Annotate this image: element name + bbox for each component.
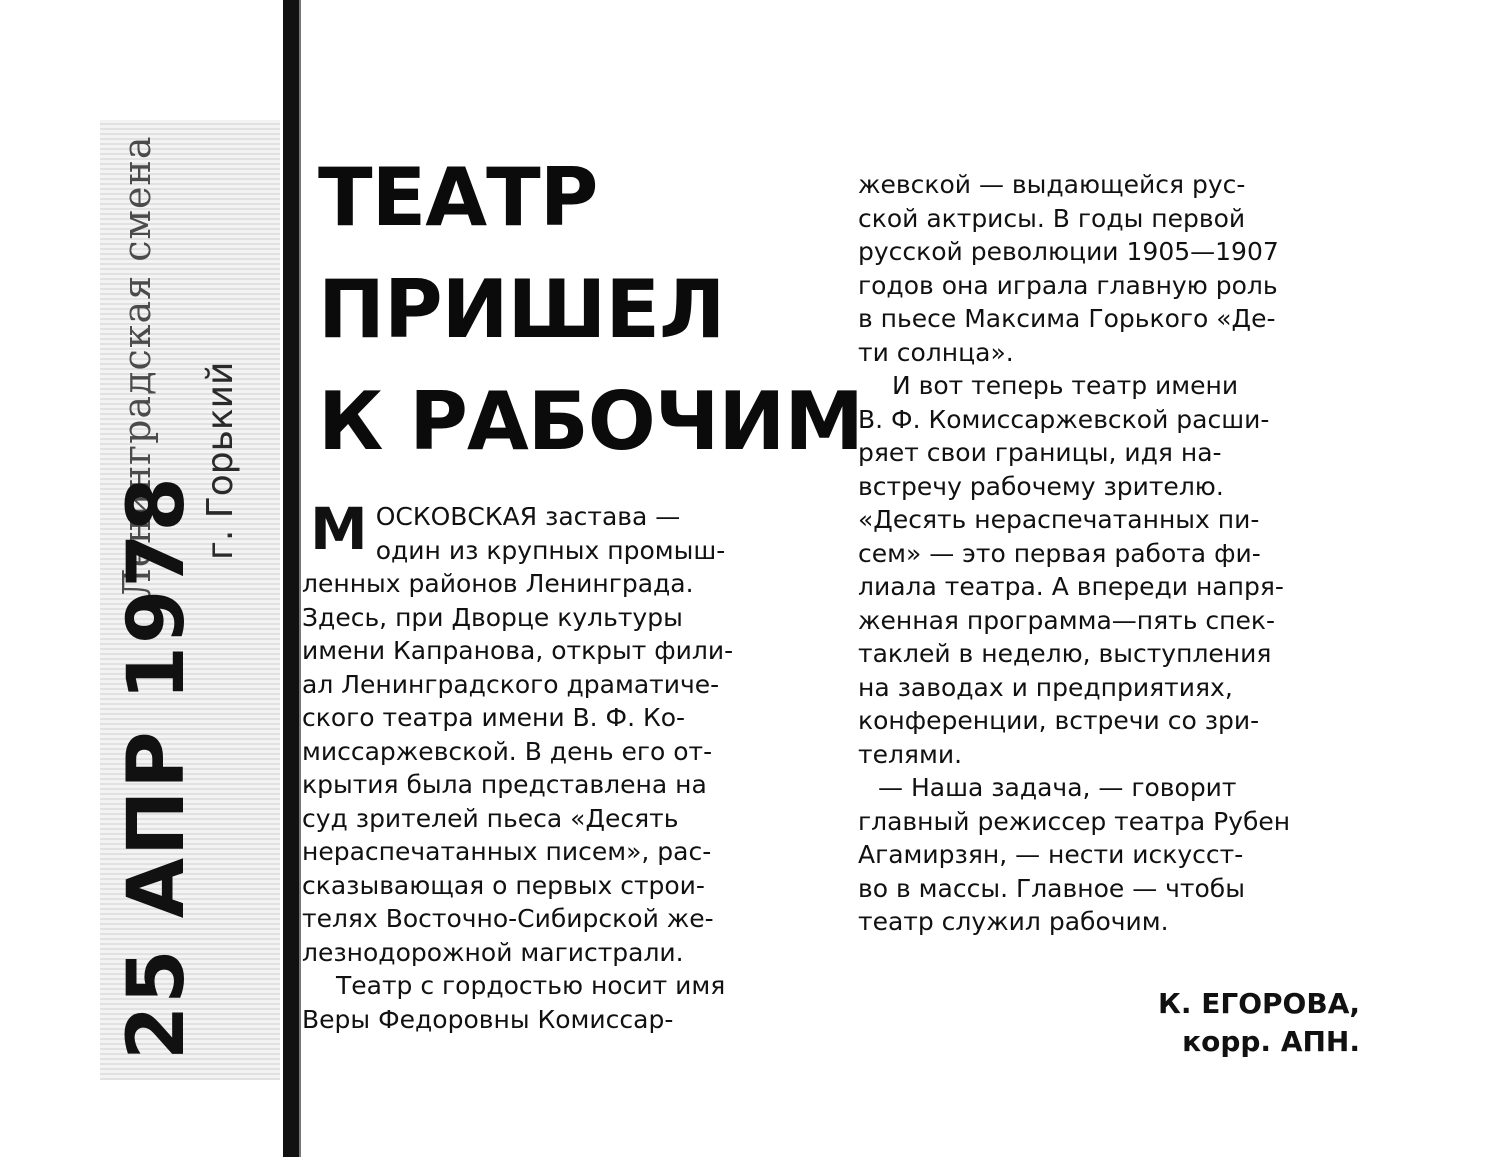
date-stamp: 25 АПР 1978: [112, 475, 202, 1060]
text-line: миссаржевской. В день его от-: [302, 736, 713, 766]
paragraph: [858, 168, 1393, 369]
article-headline: [318, 142, 863, 478]
text-line: крытия была представлена на: [302, 770, 707, 799]
byline-role: корр. АПН.: [1182, 1025, 1360, 1058]
text-line: годов она играла главную роль: [858, 270, 1278, 300]
text-line: на заводах и предприятиях,: [858, 672, 1233, 702]
byline-author: К. ЕГОРОВА,: [1157, 987, 1360, 1020]
text-line: ского театра имени В. Ф. Ко-: [302, 703, 686, 732]
text-line: таклей в неделю, выступления: [858, 639, 1272, 668]
text-line: сказывающая о первых строи-: [302, 870, 705, 900]
headline-line: ПРИШЕЛ: [318, 263, 725, 356]
article-left-column: [302, 495, 832, 1036]
text-line: театр служил рабочим.: [858, 907, 1169, 936]
text-line: один из крупных промыш-: [375, 535, 726, 565]
text-line: телями.: [858, 739, 963, 769]
newspaper-name-stamp: Ленинградская смена: [115, 135, 159, 600]
text-line: имени Капранова, открыт фили-: [302, 636, 734, 665]
text-line: ти солнца».: [858, 337, 1014, 367]
text-line: суд зрителей пьеса «Десять: [302, 803, 679, 833]
text-line: главный режиссер театра Рубен: [858, 806, 1291, 836]
text-line: ской актрисы. В годы первой: [858, 203, 1246, 233]
paragraph: [858, 369, 1393, 771]
paragraph: [302, 495, 832, 969]
headline-line: К РАБОЧИМ: [318, 375, 863, 468]
city-stamp: г. Горький: [200, 361, 241, 560]
article-byline: [1130, 985, 1360, 1061]
text-line: «Десять нераспечатанных пи-: [858, 505, 1260, 534]
text-line: И вот теперь театр имени: [892, 371, 1239, 400]
paragraph: [302, 969, 832, 1036]
text-line: жевской — выдающейся рус-: [858, 170, 1246, 199]
text-line: телях Восточно-Сибирской же-: [302, 904, 714, 933]
clipping-edge-rule: [283, 0, 299, 1157]
text-line: Театр с гордостью носит имя: [336, 971, 726, 1000]
text-line: русской революции 1905—1907: [858, 237, 1279, 266]
text-line: сем» — это первая работа фи-: [858, 538, 1261, 568]
text-line: нераспечатанных писем», рас-: [302, 837, 712, 866]
text-line: Здесь, при Дворце культуры: [302, 602, 683, 632]
drop-cap: М: [310, 495, 368, 563]
text-line: ленных районов Ленинграда.: [302, 569, 694, 598]
clipping-edge-thin-rule: [299, 0, 301, 1157]
paragraph: [858, 771, 1393, 939]
text-line: конференции, встречи со зри-: [858, 706, 1260, 735]
text-line: лиала театра. А впереди напря-: [858, 572, 1284, 601]
text-line: в пьесе Максима Горького «Де-: [858, 304, 1276, 333]
text-line: Агамирзян, — нести искусст-: [858, 840, 1244, 869]
article-right-column: [858, 168, 1393, 939]
text-line: ОСКОВСКАЯ застава —: [375, 502, 681, 531]
text-line: ряет свои границы, идя на-: [858, 438, 1222, 467]
text-line: ал Ленинградского драматиче-: [302, 669, 720, 699]
text-line: женная программа—пять спек-: [858, 605, 1275, 635]
text-line: Веры Федоровны Комиссар-: [302, 1004, 674, 1034]
text-line: во в массы. Главное — чтобы: [858, 873, 1245, 903]
text-line: лезнодорожной магистрали.: [302, 937, 684, 967]
text-line: встречу рабочему зрителю.: [858, 471, 1224, 501]
text-line: В. Ф. Комиссаржевской расши-: [858, 404, 1270, 434]
headline-line: ТЕАТР: [318, 151, 598, 244]
text-line: — Наша задача, — говорит: [878, 773, 1237, 802]
